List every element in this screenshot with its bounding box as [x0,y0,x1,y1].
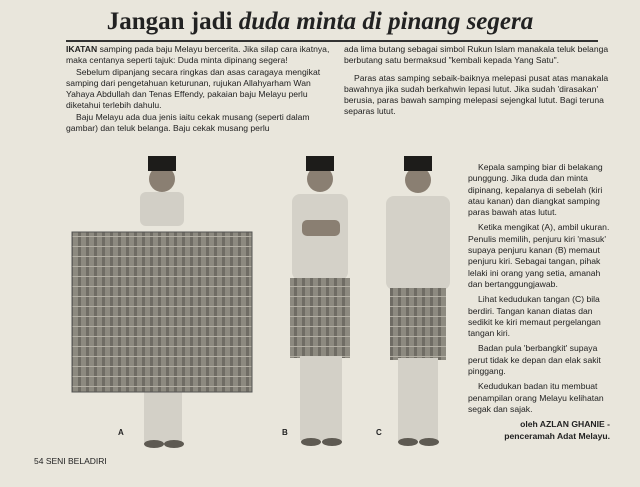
figure-label-b: B [282,428,288,437]
byline-title: penceramah Adat Melayu. [504,430,610,441]
lead-word: IKATAN [66,44,98,54]
byline-name: oleh AZLAN GHANIE - [520,419,610,430]
title-rule [66,40,598,42]
col3-p2: Ketika mengikat (A), ambil ukuran. Penulis memilih, penjuru kiri 'masuk' supaya penjuru kanan (B) memaut penjuru kiri. Sebagai tangan, pihak lelaki ini orang yang setia, amanah dan bertanggungjawab. [468,222,610,289]
men-in-baju-melayu-illustration [62,150,467,450]
figure-c [386,156,450,446]
title-lead: Jangan jadi [106,8,239,35]
col2-p2: Paras atas samping sebaik-baiknya melepasi pusat atas manakala bawahnya jika sudah berkahwin lepasi lutut. Jika sudah 'dirasakan' berusia, paras bawah samping melepasi sejengkal lutut. Bagi teruna separas lutut. [344,72,609,117]
figure-a [72,156,252,448]
title-italic: duda minta di pinang segera [238,8,534,35]
col3-p5: Kedudukan badan itu membuat penampilan orang Melayu kelihatan segak dan sajak. [468,381,604,414]
col3-p3: Lihat kedudukan tangan (C) bila berdiri. Tangan kanan diatas dan sedikit ke kiri memaut pergelangan tangan kiri. [468,294,601,339]
col3-p1: Kepala samping biar di belakang punggung. Jika duda dan minta dipinang, kepalanya di sebelah (kiri atau kanan) dan diangkat samping paras bawah atas lutut. [468,162,603,218]
page-footer: 54 SENI BELADIRI [34,456,107,466]
column-2 [344,44,610,118]
figure-label-a: A [118,428,124,437]
figure-label-c: C [376,428,382,437]
col1-p3: Baju Melayu ada dua jenis iaitu cekak musang (seperti dalam gambar) dan teluk belanga. Baju cekak musang perlu [66,111,310,134]
col1-p2: Sebelum dipanjang secara ringkas dan asas caragaya mengikat samping dari pengetahuan keturunan, rujukan Allahyarham Wan Yahaya Abdullah dan Tenas Effendy, pakaian baju Melayu perlu diketahui terlebih dahulu. [66,66,321,111]
col3-p4: Badan pula 'berbangkit' supaya perut tidak ke depan dan elak sakit pinggang. [468,343,601,377]
col1-p1: samping pada baju Melayu bercerita. Jika silap cara ikatnya, maka centanya seperti tajuk: Duda minta dipinang segera! [66,44,330,66]
article-title [0,8,640,36]
figure-b [290,156,350,446]
photo-figures [62,150,467,450]
column-3 [468,162,610,442]
column-1 [66,44,336,134]
col2-p1: ada lima butang sebagai simbol Rukun Islam manakala teluk belanga berbutang satu bermaksud "kembali kepada Yang Satu". [344,44,609,66]
